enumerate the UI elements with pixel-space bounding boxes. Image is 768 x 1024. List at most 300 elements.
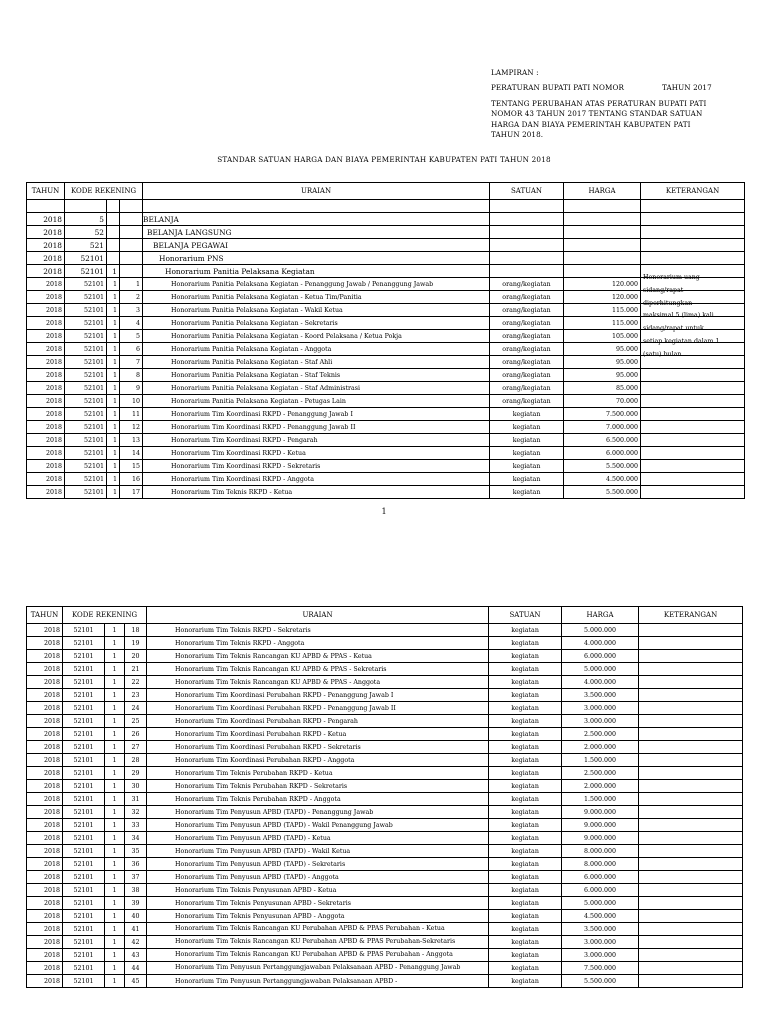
- cell-kode-3: 18: [125, 624, 147, 637]
- table-row: [27, 702, 743, 715]
- cell-keterangan: [639, 962, 743, 975]
- cell-satuan: [490, 239, 564, 252]
- cell-uraian: Honorarium Panitia Pelaksana Kegiatan - Staf Teknis: [143, 369, 490, 382]
- cell-keterangan: [639, 819, 743, 832]
- cell-satuan: kegiatan: [489, 741, 562, 754]
- cell-kode-2: 1: [107, 291, 120, 304]
- cell-harga: 120.000: [564, 278, 641, 291]
- cell-satuan: kegiatan: [489, 910, 562, 923]
- cell-harga: [564, 213, 641, 226]
- cell-tahun: 2018: [27, 780, 63, 793]
- cell-harga: 105.000: [564, 330, 641, 343]
- table-row: [27, 975, 743, 988]
- cell-satuan: orang/kegiatan: [490, 317, 564, 330]
- peraturan-nomor: PERATURAN BUPATI PATI NOMOR: [491, 83, 624, 93]
- table-row: [27, 434, 745, 447]
- keterangan-line: setiap kegiatan dalam 1: [643, 337, 720, 345]
- col-satuan: SATUAN: [490, 183, 564, 200]
- cell-uraian: Honorarium PNS: [143, 252, 490, 265]
- keterangan-line: Honorarium uang: [643, 274, 700, 281]
- cell-satuan: kegiatan: [489, 936, 562, 949]
- cell-keterangan: [639, 767, 743, 780]
- cell-kode-3: 21: [125, 663, 147, 676]
- table-row: [27, 780, 743, 793]
- cell-kode-3: 38: [125, 884, 147, 897]
- cell-tahun: 2018: [27, 486, 65, 499]
- cell-kode-3: 32: [125, 806, 147, 819]
- cell-satuan: kegiatan: [490, 421, 564, 434]
- cell-keterangan: [639, 975, 743, 988]
- cell-keterangan: [641, 460, 745, 473]
- cell-uraian: Honorarium Tim Koordinasi RKPD - Penanggung Jawab II: [143, 421, 490, 434]
- peraturan-tahun: TAHUN 2017: [661, 83, 712, 93]
- cell-tahun: 2018: [27, 460, 65, 473]
- cell-kode-2: 1: [105, 936, 125, 949]
- cell-kode-3: 26: [125, 728, 147, 741]
- cell-satuan: kegiatan: [489, 962, 562, 975]
- cell-kode: 52101: [65, 317, 107, 330]
- cell-satuan: kegiatan: [489, 702, 562, 715]
- cell-kode: 52101: [63, 884, 105, 897]
- cell-kode: 52101: [65, 343, 107, 356]
- cell-uraian: Honorarium Tim Koordinasi Perubahan RKPD - Ketua: [147, 728, 489, 741]
- lampiran-label: LAMPIRAN :: [491, 68, 539, 77]
- cell-uraian: Honorarium Tim Teknis Perubahan RKPD - Anggota: [147, 793, 489, 806]
- cell-keterangan: [639, 884, 743, 897]
- cell-satuan: orang/kegiatan: [490, 291, 564, 304]
- cell-kode-2: 1: [107, 447, 120, 460]
- table-row: [27, 304, 745, 317]
- cell-satuan: kegiatan: [490, 434, 564, 447]
- cell-kode-3: [120, 226, 143, 239]
- cell-uraian: BELANJA: [143, 213, 490, 226]
- cell-kode: 52101: [63, 754, 105, 767]
- cell-uraian: Honorarium Tim Teknis RKPD - Anggota: [147, 637, 489, 650]
- cell-kode-3: 8: [120, 369, 143, 382]
- cell-kode-2: 1: [105, 663, 125, 676]
- table-row: [27, 728, 743, 741]
- cell-uraian: Honorarium Tim Koordinasi Perubahan RKPD - Sekretaris: [147, 741, 489, 754]
- cell-tahun: 2018: [27, 382, 65, 395]
- cell-uraian: BELANJA LANGSUNG: [143, 226, 490, 239]
- cell-harga: 2.000.000: [562, 780, 639, 793]
- cell-uraian: Honorarium Tim Koordinasi RKPD - Penanggung Jawab I: [143, 408, 490, 421]
- cell-tahun: 2018: [27, 291, 65, 304]
- col-kode-rekening: KODE REKENING: [63, 607, 147, 624]
- cell-kode-3: 34: [125, 832, 147, 845]
- cell-kode-2: 1: [107, 421, 120, 434]
- cell-harga: 5.500.000: [562, 975, 639, 988]
- table-row: [27, 356, 745, 369]
- cell-harga: 5.500.000: [564, 486, 641, 499]
- cell-tahun: 2018: [27, 832, 63, 845]
- cell-tahun: 2018: [27, 962, 63, 975]
- cell-tahun: 2018: [27, 356, 65, 369]
- cell-kode-3: 35: [125, 845, 147, 858]
- cell-satuan: kegiatan: [489, 923, 562, 936]
- cell-satuan: [490, 213, 564, 226]
- cell-harga: 4.500.000: [562, 910, 639, 923]
- cell-tahun: 2018: [27, 793, 63, 806]
- cell-kode: 52101: [65, 369, 107, 382]
- cell-satuan: kegiatan: [489, 871, 562, 884]
- cell-tahun: 2018: [27, 421, 65, 434]
- cell-kode: 52101: [63, 715, 105, 728]
- cell-keterangan: [639, 637, 743, 650]
- cell-keterangan: [639, 936, 743, 949]
- cell-uraian: Honorarium Panitia Pelaksana Kegiatan - Sekretaris: [143, 317, 490, 330]
- cell-satuan: kegiatan: [489, 897, 562, 910]
- table-row: [27, 473, 745, 486]
- cell-kode-2: 1: [107, 265, 120, 278]
- cell-kode-3: 11: [120, 408, 143, 421]
- cell-kode-3: 31: [125, 793, 147, 806]
- tentang-line-1: TENTANG PERUBAHAN ATAS PERATURAN BUPATI PATI: [491, 98, 707, 108]
- cell-harga: 7.500.000: [564, 408, 641, 421]
- cell-satuan: orang/kegiatan: [490, 343, 564, 356]
- cell-kode-2: 1: [105, 832, 125, 845]
- cell-kode-2: [107, 226, 120, 239]
- cell-kode: 52101: [63, 793, 105, 806]
- cell-kode-3: [120, 213, 143, 226]
- account-level-row: [27, 213, 745, 226]
- cell-tahun: 2018: [27, 317, 65, 330]
- table-row: [27, 806, 743, 819]
- table-header-row: [27, 607, 743, 624]
- table-row: [27, 949, 743, 962]
- cell-kode: 52101: [65, 265, 107, 278]
- cell-satuan: [490, 226, 564, 239]
- table-row: [27, 278, 745, 291]
- cell-kode: 52101: [63, 702, 105, 715]
- cell-harga: 95.000: [564, 369, 641, 382]
- cell-tahun: 2018: [27, 702, 63, 715]
- table-row: [27, 819, 743, 832]
- col-tahun: TAHUN: [27, 183, 65, 200]
- cell-harga: 4.000.000: [562, 676, 639, 689]
- cell-uraian: Honorarium Tim Teknis Rancangan KU APBD & PPAS - Anggota: [147, 676, 489, 689]
- cell-keterangan: [639, 910, 743, 923]
- cell-kode: 52101: [65, 356, 107, 369]
- cell-kode: 52101: [65, 460, 107, 473]
- table-row: [27, 486, 745, 499]
- cell-satuan: kegiatan: [489, 975, 562, 988]
- cell-uraian: Honorarium Panitia Pelaksana Kegiatan - Koord Pelaksana / Ketua Pokja: [143, 330, 490, 343]
- cell-satuan: kegiatan: [489, 884, 562, 897]
- cell-keterangan: [641, 239, 745, 252]
- cell-kode: 52101: [65, 382, 107, 395]
- cell-satuan: kegiatan: [489, 767, 562, 780]
- cell-kode-2: 1: [105, 702, 125, 715]
- table-row: [27, 369, 745, 382]
- cell-uraian: Honorarium Tim Penyusun APBD (TAPD) - Wakil Ketua: [147, 845, 489, 858]
- cell-kode: 52101: [65, 330, 107, 343]
- cell-uraian: Honorarium Tim Penyusun Pertanggungjawaban Pelaksanaan APBD -: [147, 975, 489, 988]
- cell-kode: 52101: [63, 845, 105, 858]
- col-keterangan: KETERANGAN: [641, 183, 745, 200]
- cell-kode-2: 1: [105, 949, 125, 962]
- cell-satuan: kegiatan: [490, 408, 564, 421]
- table-row: [27, 421, 745, 434]
- cell-tahun: 2018: [27, 395, 65, 408]
- cell-kode: 52101: [63, 806, 105, 819]
- table-row: [27, 291, 745, 304]
- col-satuan: SATUAN: [489, 607, 562, 624]
- cell-keterangan: [641, 226, 745, 239]
- cell-uraian: Honorarium Panitia Pelaksana Kegiatan - Penanggung Jawab / Penanggung Jawab: [143, 278, 490, 291]
- cell-uraian: Honorarium Panitia Pelaksana Kegiatan - Anggota: [143, 343, 490, 356]
- table-row: [27, 832, 743, 845]
- cell-satuan: orang/kegiatan: [490, 369, 564, 382]
- table-row: [27, 767, 743, 780]
- cell-uraian: Honorarium Panitia Pelaksana Kegiatan - Ketua Tim/Panitia: [143, 291, 490, 304]
- cell-harga: 6.000.000: [562, 871, 639, 884]
- cell-kode-3: 3: [120, 304, 143, 317]
- table-row: [27, 741, 743, 754]
- table-row: [27, 382, 745, 395]
- table-row: [27, 624, 743, 637]
- cell-harga: 8.000.000: [562, 845, 639, 858]
- cell-uraian: BELANJA PEGAWAI: [143, 239, 490, 252]
- cell-kode: 52101: [65, 447, 107, 460]
- table-row: [27, 897, 743, 910]
- cell-kode: 52101: [65, 408, 107, 421]
- cell-satuan: orang/kegiatan: [490, 304, 564, 317]
- col-kode-rekening: KODE REKENING: [65, 183, 143, 200]
- cell-harga: 95.000: [564, 343, 641, 356]
- cell-harga: [564, 252, 641, 265]
- cell-uraian: Honorarium Tim Penyusun APBD (TAPD) - Wakil Penanggung Jawab: [147, 819, 489, 832]
- cell-kode-3: 42: [125, 936, 147, 949]
- table-row: [27, 845, 743, 858]
- cell-kode-3: 17: [120, 486, 143, 499]
- cell-keterangan: [639, 650, 743, 663]
- cell-kode-3: 40: [125, 910, 147, 923]
- cell-kode-3: 5: [120, 330, 143, 343]
- cell-kode-2: [107, 213, 120, 226]
- cell-tahun: 2018: [27, 871, 63, 884]
- table-row: [27, 754, 743, 767]
- cell-harga: 9.000.000: [562, 806, 639, 819]
- cell-kode-3: 44: [125, 962, 147, 975]
- cell-kode-2: 1: [107, 278, 120, 291]
- cell-kode: 52101: [63, 897, 105, 910]
- cell-satuan: orang/kegiatan: [490, 330, 564, 343]
- cell-harga: 3.000.000: [562, 949, 639, 962]
- cell-keterangan: [639, 780, 743, 793]
- cell-kode-2: 1: [105, 689, 125, 702]
- cell-harga: 4.500.000: [564, 473, 641, 486]
- spacer-row: [27, 200, 745, 213]
- cell-kode-2: 1: [107, 486, 120, 499]
- cell-kode: 52101: [65, 252, 107, 265]
- cell-kode-3: 13: [120, 434, 143, 447]
- cell-keterangan: [641, 408, 745, 421]
- cell-keterangan: [639, 689, 743, 702]
- cell-kode-2: 1: [105, 897, 125, 910]
- cell-kode: 52101: [63, 780, 105, 793]
- cell-uraian: Honorarium Panitia Pelaksana Kegiatan - Petugas Lain: [143, 395, 490, 408]
- cell-harga: 7.500.000: [562, 962, 639, 975]
- cell-keterangan: [639, 832, 743, 845]
- cell-keterangan: [639, 923, 743, 936]
- cell-tahun: 2018: [27, 975, 63, 988]
- cell-uraian: Honorarium Tim Penyusun Pertanggungjawaban Pelaksanaan APBD - Penanggung Jawab: [147, 962, 489, 975]
- cell-keterangan: [641, 447, 745, 460]
- cell-uraian: Honorarium Tim Koordinasi Perubahan RKPD - Penanggung Jawab II: [147, 702, 489, 715]
- cell-harga: 1.500.000: [562, 793, 639, 806]
- cell-kode-3: 36: [125, 858, 147, 871]
- cell-satuan: kegiatan: [489, 663, 562, 676]
- table-row: [27, 650, 743, 663]
- table-row: [27, 676, 743, 689]
- cell-harga: 5.000.000: [562, 663, 639, 676]
- price-table-page-1: [26, 182, 745, 499]
- tentang-line-4: TAHUN 2018.: [491, 130, 544, 140]
- cell-tahun: 2018: [27, 897, 63, 910]
- table-row: [27, 936, 743, 949]
- cell-kode-3: 16: [120, 473, 143, 486]
- col-uraian: URAIAN: [143, 183, 490, 200]
- cell-harga: 8.000.000: [562, 858, 639, 871]
- cell-kode-2: 1: [105, 923, 125, 936]
- cell-harga: 85.000: [564, 382, 641, 395]
- cell-kode: 52: [65, 226, 107, 239]
- cell-satuan: orang/kegiatan: [490, 395, 564, 408]
- cell-keterangan: [639, 754, 743, 767]
- cell-harga: 3.500.000: [562, 923, 639, 936]
- cell-kode: 52101: [63, 949, 105, 962]
- cell-kode-3: 7: [120, 356, 143, 369]
- cell-satuan: orang/kegiatan: [490, 356, 564, 369]
- cell-kode: 52101: [63, 741, 105, 754]
- tentang-line-2: NOMOR 43 TAHUN 2017 TENTANG STANDAR SATUAN: [491, 109, 703, 119]
- cell-tahun: 2018: [27, 447, 65, 460]
- cell-kode-2: 1: [107, 434, 120, 447]
- cell-kode-2: 1: [105, 858, 125, 871]
- cell-keterangan: [639, 728, 743, 741]
- cell-uraian: Honorarium Tim Teknis Penyusunan APBD - Sekretaris: [147, 897, 489, 910]
- cell-satuan: kegiatan: [489, 650, 562, 663]
- cell-tahun: 2018: [27, 434, 65, 447]
- cell-tahun: 2018: [27, 330, 65, 343]
- cell-uraian: Honorarium Tim Teknis Rancangan KU APBD & PPAS - Ketua: [147, 650, 489, 663]
- cell-harga: 6.000.000: [562, 884, 639, 897]
- cell-kode-2: 1: [105, 871, 125, 884]
- cell-kode-3: 22: [125, 676, 147, 689]
- cell-kode: 52101: [63, 689, 105, 702]
- cell-uraian: Honorarium Tim Koordinasi Perubahan RKPD - Anggota: [147, 754, 489, 767]
- cell-tahun: 2018: [27, 676, 63, 689]
- cell-kode-3: 41: [125, 923, 147, 936]
- cell-kode: 52101: [63, 910, 105, 923]
- cell-harga: 3.000.000: [562, 936, 639, 949]
- account-level-row: [27, 226, 745, 239]
- cell-kode-2: 1: [105, 975, 125, 988]
- cell-tahun: 2018: [27, 936, 63, 949]
- cell-uraian: Honorarium Tim Teknis Penyusunan APBD - Ketua: [147, 884, 489, 897]
- cell-keterangan: [639, 676, 743, 689]
- cell-kode: 52101: [65, 291, 107, 304]
- cell-kode: 52101: [65, 421, 107, 434]
- cell-kode-3: 10: [120, 395, 143, 408]
- keterangan-line: sidang/rapat: [643, 286, 684, 294]
- cell-tahun: 2018: [27, 910, 63, 923]
- cell-keterangan: [641, 473, 745, 486]
- cell-satuan: kegiatan: [489, 949, 562, 962]
- cell-keterangan: [639, 793, 743, 806]
- cell-kode-3: 20: [125, 650, 147, 663]
- cell-kode: 52101: [65, 486, 107, 499]
- cell-kode-2: 1: [107, 460, 120, 473]
- cell-harga: 9.000.000: [562, 832, 639, 845]
- cell-uraian: Honorarium Panitia Pelaksana Kegiatan - Staf Administrasi: [143, 382, 490, 395]
- cell-satuan: kegiatan: [489, 806, 562, 819]
- lampiran-header: [491, 68, 761, 140]
- cell-harga: 70.000: [564, 395, 641, 408]
- cell-tahun: 2018: [27, 884, 63, 897]
- cell-tahun: 2018: [27, 265, 65, 278]
- cell-keterangan: [639, 663, 743, 676]
- cell-kode-2: [107, 252, 120, 265]
- cell-uraian: Honorarium Tim Koordinasi Perubahan RKPD - Pengarah: [147, 715, 489, 728]
- keterangan-line: sidang/rapat untuk: [643, 325, 704, 333]
- cell-uraian: Honorarium Panitia Pelaksana Kegiatan - Wakil Ketua: [143, 304, 490, 317]
- document-title: STANDAR SATUAN HARGA DAN BIAYA PEMERINTAH KABUPATEN PATI TAHUN 2018: [217, 155, 551, 164]
- cell-uraian: Honorarium Tim Teknis Rancangan KU Perubahan APBD & PPAS Perubahan - Ketua: [147, 923, 489, 936]
- col-harga: HARGA: [562, 607, 639, 624]
- cell-kode: 52101: [63, 975, 105, 988]
- col-tahun: TAHUN: [27, 607, 63, 624]
- cell-kode: 521: [65, 239, 107, 252]
- cell-kode: 52101: [63, 923, 105, 936]
- keterangan-note: [643, 272, 743, 362]
- cell-harga: 120.000: [564, 291, 641, 304]
- cell-satuan: kegiatan: [490, 460, 564, 473]
- cell-kode: 52101: [65, 304, 107, 317]
- cell-harga: 4.000.000: [562, 637, 639, 650]
- cell-satuan: kegiatan: [489, 715, 562, 728]
- table-row: [27, 408, 745, 421]
- cell-kode-2: 1: [105, 793, 125, 806]
- cell-kode-2: 1: [105, 676, 125, 689]
- cell-kode-3: 39: [125, 897, 147, 910]
- cell-keterangan: [641, 252, 745, 265]
- cell-kode: 52101: [65, 434, 107, 447]
- cell-harga: 5.500.000: [564, 460, 641, 473]
- cell-harga: 115.000: [564, 317, 641, 330]
- cell-kode-2: 1: [107, 343, 120, 356]
- table-row: [27, 715, 743, 728]
- cell-kode-3: 28: [125, 754, 147, 767]
- cell-kode-2: 1: [105, 754, 125, 767]
- cell-keterangan: [641, 382, 745, 395]
- cell-harga: 6.000.000: [564, 447, 641, 460]
- col-harga: HARGA: [564, 183, 641, 200]
- cell-harga: 5.000.000: [562, 624, 639, 637]
- cell-kode-3: 43: [125, 949, 147, 962]
- cell-kode-2: 1: [105, 910, 125, 923]
- cell-tahun: 2018: [27, 278, 65, 291]
- cell-kode-2: 1: [107, 356, 120, 369]
- cell-kode: 52101: [63, 637, 105, 650]
- cell-uraian: Honorarium Tim Teknis Perubahan RKPD - Sekretaris: [147, 780, 489, 793]
- cell-harga: 7.000.000: [564, 421, 641, 434]
- cell-kode: 52101: [63, 936, 105, 949]
- cell-kode-2: 1: [107, 330, 120, 343]
- account-level-row: [27, 265, 745, 278]
- cell-satuan: kegiatan: [489, 637, 562, 650]
